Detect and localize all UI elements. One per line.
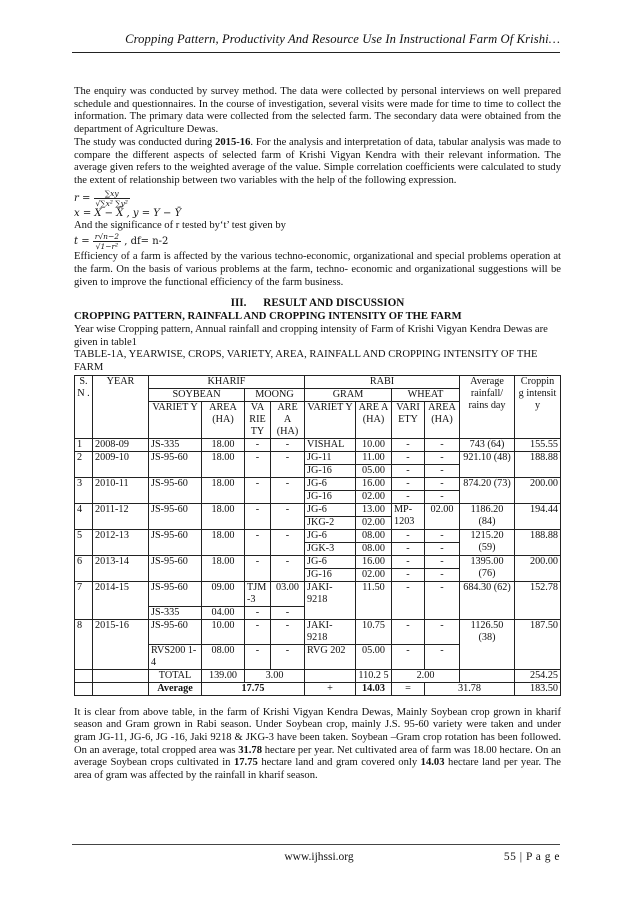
table-total-row: TOTAL 139.00 3.00 110.2 5 2.00 254.25 bbox=[75, 669, 561, 682]
col-gram: GRAM bbox=[305, 388, 392, 401]
table-row: 2 2009-10 JS-95-60 18.00 - - JG-11 11.00 - - 921.10 (48) 188.88 bbox=[75, 451, 561, 464]
col-moong: MOONG bbox=[245, 388, 305, 401]
table-row: 4 2011-12 JS-95-60 18.00 - - JG-6 13.00 MP- 1203 02.00 1186.20 (84) 194.44 bbox=[75, 503, 561, 516]
col-gram-variety: VARIET Y bbox=[305, 401, 356, 438]
table-row: JG-16 02.00 - - bbox=[75, 490, 561, 503]
col-gram-area: ARE A (HA) bbox=[356, 401, 392, 438]
col-sno: S. N . bbox=[75, 375, 93, 438]
col-soy-area: AREA (HA) bbox=[202, 401, 245, 438]
running-header: Cropping Pattern, Productivity And Resource Use In Instructional Farm Of Krishi… bbox=[125, 32, 560, 46]
col-year: YEAR bbox=[93, 375, 149, 438]
col-kharif: KHARIF bbox=[149, 375, 305, 388]
header-rule bbox=[72, 52, 560, 53]
table-row: 5 2012-13 JS-95-60 18.00 - - JG-6 08.00 - - 1215.20 (59) 188.88 bbox=[75, 529, 561, 542]
correlation-formula: r = $\frac{\sum xy}{\text{√∑x² ∑y²}}$ bbox=[74, 188, 128, 208]
table-row: JG-16 02.00 - - bbox=[75, 568, 561, 581]
table-row: JG-16 05.00 - - bbox=[75, 464, 561, 477]
table-row: 6 2013-14 JS-95-60 18.00 - - JG-6 16.00 - - 1395.00 (76) 200.00 bbox=[75, 555, 561, 568]
discussion-paragraph: It is clear from above table, in the farm of Krishi Vigyan Kendra Dewas, Mainly Soybean crop grown in kharif season and Gram grown in Rabi season. Under Soybean crop, mainly J.S. 95-60 variety were taken and under gram JG-11, JG-6, JG -16, Jaki 9218 & JKG-3 have been taken. Soybean –Gram crop rotation has been followed. On an average, total cropped area was 31.78 hectare per year. Net cultivated area of farm was 18.00 hectare. On an average Soybean crops cultivated in 17.75 hectare land and gram covered only 14.03 hectare land per year. The area of gram was affected by the rainfall in kharif season. bbox=[74, 706, 561, 782]
table-row: JGK-3 08.00 - - bbox=[75, 542, 561, 555]
efficiency-paragraph: Efficiency of a farm is affected by the various techno-economic, organizational and special problems operation at the farm. On the basis of various problems at the farm, techno- economic and organizational suggestions will be given to improve the functional efficiency of the farm business. bbox=[74, 251, 561, 288]
t-test-formula: t = $\frac{r√n-2}{\text{√1−r²}}$ , df= n-2 bbox=[74, 232, 169, 252]
footer-website: www.ijhssi.org bbox=[284, 851, 354, 863]
col-moong-variety: VA RIE TY bbox=[245, 401, 271, 438]
col-soy-variety: VARIET Y bbox=[149, 401, 202, 438]
table-caption: TABLE-1A, YEARWISE, CROPS, VARIETY, AREA, RAINFALL AND CROPPING INTENSITY OF THE FARM bbox=[74, 349, 538, 373]
col-soybean: SOYBEAN bbox=[149, 388, 245, 401]
col-rabi: RABI bbox=[305, 375, 460, 388]
significance-text: And the significance of r tested by‘t’ test given by bbox=[74, 219, 286, 231]
methodology-paragraph: The enquiry was conducted by survey method. The data were collected by personal interviews on well prepared schedule and questionnaires. In the course of investigation, several visits were made for time to time to collect the information. The primary data were collected from the selected farm. The secondary data were obtained from the department of Agriculture Dewas. bbox=[74, 86, 561, 136]
table-row: 7 2014-15 JS-95-60 09.00 TJM -3 03.00 JAKI- 9218 11.50 - - 684.30 (62) 152.78 bbox=[75, 581, 561, 606]
table-row: JS-335 04.00 - - bbox=[75, 606, 561, 619]
study-year: 2015-16 bbox=[215, 136, 251, 148]
table-row: 3 2010-11 JS-95-60 18.00 - - JG-6 16.00 - - 874.20 (73) 200.00 bbox=[75, 477, 561, 490]
col-intensity: Croppin g intensit y bbox=[515, 375, 561, 438]
col-moong-area: ARE A (HA) bbox=[271, 401, 305, 438]
t-test-fraction: $\frac{r√n-2}{\text{√1−r²}}$ bbox=[94, 232, 120, 252]
table-average-row: Average 17.75 + 14.03 = 31.78 183.50 bbox=[75, 682, 561, 695]
col-wheat: WHEAT bbox=[392, 388, 460, 401]
table-header-row bbox=[75, 375, 561, 388]
subsection-heading: CROPPING PATTERN, RAINFALL AND CROPPING INTENSITY OF THE FARM bbox=[74, 311, 462, 323]
cropping-pattern-table bbox=[74, 375, 561, 696]
table-row: RVS200 1-4 08.00 - - RVG 202 05.00 - - bbox=[75, 644, 561, 669]
col-wheat-variety: VARI ETY bbox=[392, 401, 425, 438]
deviation-definitions: x = X − X̄ , y = Y − Ȳ bbox=[74, 207, 182, 219]
col-rainfall: Average rainfall/ rains day bbox=[460, 375, 515, 438]
table-row: 1 2008-09 JS-335 18.00 - - VISHAL 10.00 - - 743 (64) 155.55 bbox=[75, 438, 561, 451]
table-intro: Year wise Cropping pattern, Annual rainfall and cropping intensity of Farm of Krishi Vigyan Kendra Dewas are given in table1 bbox=[74, 323, 548, 348]
footer-rule bbox=[72, 844, 560, 845]
study-period-paragraph: The study was conducted during 2015-16. For the analysis and interpretation of data, tabular analysis was made to compare the different aspects of selected farm of Krishi Vigyan Kendra with their relevant information. The average given refers to the weighted average of the value. Simple correlation coefficients were calculated to study the extent of relationship between two variables with the help of the following expression. bbox=[74, 136, 561, 186]
correlation-fraction: $\frac{\sum xy}{\text{√∑x² ∑y²}}$ bbox=[95, 188, 128, 208]
footer-page-number: 55 | P a g e bbox=[503, 851, 560, 863]
table-row: 8 2015-16 JS-95-60 10.00 - - JAKI- 9218 10.75 - - 1126.50 (38) 187.50 bbox=[75, 619, 561, 644]
col-wheat-area: AREA (HA) bbox=[425, 401, 460, 438]
page-body bbox=[74, 86, 561, 783]
section-heading: III. RESULT AND DISCUSSION bbox=[230, 297, 405, 310]
table-row: JKG-2 02.00 bbox=[75, 516, 561, 529]
